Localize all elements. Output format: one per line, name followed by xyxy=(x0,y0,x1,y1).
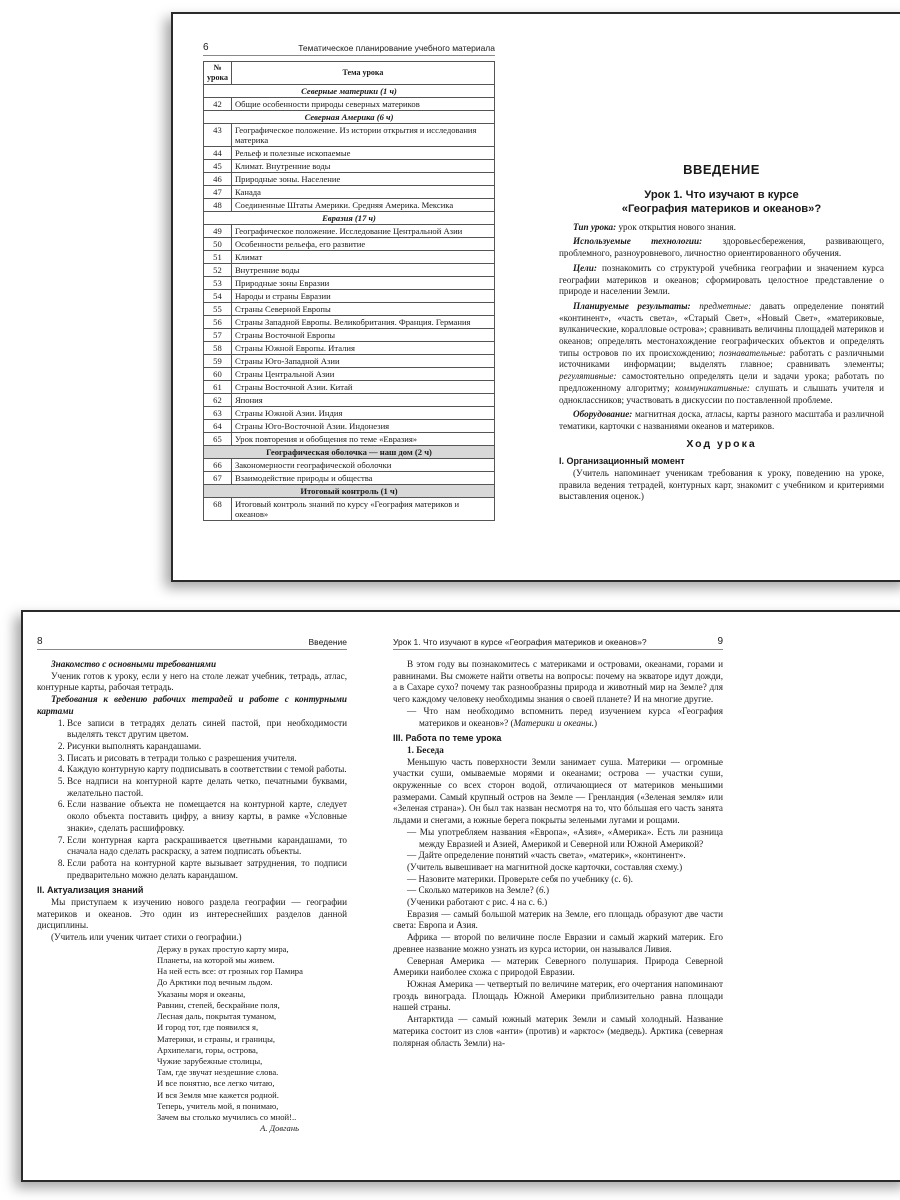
lesson-number: 57 xyxy=(204,329,232,342)
requirement-item: 7. Если контурная карта раскрашивается цветными карандашами, то сначала надо сделать раскраску, а затем подписать объекты. xyxy=(67,835,347,858)
lesson-topic: Рельеф и полезные ископаемые xyxy=(231,147,494,160)
poem-line: На ней есть все: от грозных гор Памира xyxy=(157,966,303,977)
lesson-topic: Общие особенности природы северных материков xyxy=(231,98,494,111)
poem-line: Там, где звучат нездешние слова. xyxy=(157,1067,279,1078)
poem-line: Держу в руках простую карту мира, xyxy=(157,943,289,954)
poem-line: Планеты, на которой мы живем. xyxy=(157,955,275,966)
requirement-item: 3. Писать и рисовать в тетради только с разрешения учителя. xyxy=(67,753,347,765)
lesson-title xyxy=(559,188,884,216)
paragraph: Африка — второй по величине после Евразии и самый жаркий материк. Его древнее название можно узнать из курса истории, он назывался Ливия. xyxy=(393,932,723,954)
lesson-number: 50 xyxy=(204,238,232,251)
text: слушать и слышать учителя и одноклассников; участвовать в дискуссии по поставленной проблеме. xyxy=(559,382,885,405)
label: предметные: xyxy=(690,300,752,311)
table-row xyxy=(204,251,495,264)
book-spread-pages-6-7 xyxy=(171,12,900,582)
lesson-number: 63 xyxy=(204,407,232,420)
text: магнитная доска, атласы, карты разного масштаба и различной тематики, карточки с названиями океанов и материков. xyxy=(559,409,884,431)
text: познакомить со структурой учебника географии и значением курса географии материков и океанов; сформировать целостное представление о природе и населении Земли. xyxy=(559,262,884,297)
column-header-topic: Тема урока xyxy=(231,62,494,85)
lesson-plan-table xyxy=(203,61,495,521)
poem-line: И город тот, где появился я, xyxy=(157,1022,259,1033)
text: — Сколько материков на Земле? ( xyxy=(407,885,540,896)
lesson-number: 68 xyxy=(204,498,232,521)
lesson-number: 46 xyxy=(204,173,232,186)
paragraph: Евразия — самый большой материк на Земле, его площадь образуют две части света: Европа и Азия. xyxy=(393,908,723,931)
running-head-page-6 xyxy=(203,42,495,56)
lesson-number: 44 xyxy=(204,147,232,160)
poem-line: До Арктики под вечным льдом. xyxy=(157,977,273,988)
poem-line: И все понятно, все легко читаю, xyxy=(157,1078,275,1089)
lesson-type xyxy=(559,222,884,234)
question xyxy=(393,885,723,897)
lesson-topic: Страны Юго-Западной Азии xyxy=(231,355,494,368)
lesson-topic: Географическое положение. Исследование Центральной Азии xyxy=(231,225,494,238)
table-section-row xyxy=(204,485,495,498)
lesson-topic: Итоговый контроль знаний по курсу «География материков и океанов» xyxy=(231,498,494,521)
poem-line: Указаны моря и океаны, xyxy=(157,988,246,999)
requirement-item: 4. Каждую контурную карту подписывать в соответствии с темой работы. xyxy=(67,764,347,776)
intro-subhead: Знакомство с основными требованиями xyxy=(51,659,217,669)
paragraph: (Учитель вывешивает на магнитной доске карточки, составляя схему.) xyxy=(407,861,683,872)
equipment xyxy=(559,409,884,432)
lesson-topic: Страны Восточной Азии. Китай xyxy=(231,381,494,394)
lesson-number: 60 xyxy=(204,368,232,381)
section-title: Северные материки (1 ч) xyxy=(204,85,495,98)
answer: 6. xyxy=(539,885,546,896)
paragraph: (Ученики работают с рис. 4 на с. 6.) xyxy=(407,897,548,908)
poem-line: Зачем вы столько мучились со мной!.. xyxy=(157,1111,297,1122)
lesson-number: 48 xyxy=(204,199,232,212)
table-row xyxy=(204,277,495,290)
table-row xyxy=(204,459,495,472)
table-row xyxy=(204,124,495,147)
page-7-text xyxy=(559,164,884,503)
lesson-number: 51 xyxy=(204,251,232,264)
table-row xyxy=(204,173,495,186)
lesson-number: 61 xyxy=(204,381,232,394)
answer: Материки и океаны. xyxy=(513,717,594,728)
section-1-title: I. Организационный момент xyxy=(559,456,685,467)
lesson-number: 45 xyxy=(204,160,232,173)
section-title: Итоговый контроль (1 ч) xyxy=(204,485,495,498)
table-row xyxy=(204,290,495,303)
lesson-topic: Внутренние воды xyxy=(231,264,494,277)
text: давать определение понятий «континент», «часть света», «Старый Свет», «Новый Свет», «материковые, вулканические, коралловые острова»; сравнивать величины площадей материков и океанов; определять местонахождение географических объектов и определять типы островов по их происхождению; xyxy=(559,300,884,358)
table-row xyxy=(204,472,495,485)
poem-line: Архипелаги, горы, острова, xyxy=(157,1044,258,1055)
lesson-number: 56 xyxy=(204,316,232,329)
question: — Мы употребляем названия «Европа», «Азия», «Америка». Есть ли разница между Евразией и Азией, Америкой и Северной или Южной Америкой? xyxy=(407,826,723,849)
lesson-topic: Япония xyxy=(231,394,494,407)
table-row xyxy=(204,407,495,420)
paragraph: Северная Америка — материк Северного полушария. Природа Северной Америки наиболее схожа с природой Евразии. xyxy=(393,955,723,978)
requirements-list xyxy=(37,718,347,882)
table-row xyxy=(204,381,495,394)
lesson-number: 59 xyxy=(204,355,232,368)
lesson-course-heading: Ход урока xyxy=(686,437,757,450)
table-section-row xyxy=(204,446,495,459)
table-row xyxy=(204,329,495,342)
label: Цели: xyxy=(573,262,597,273)
lesson-topic: Урок повторения и обобщения по теме «Евразия» xyxy=(231,433,494,446)
lesson-number: 62 xyxy=(204,394,232,407)
poem-line: Чужие зарубежные столицы, xyxy=(157,1055,263,1066)
poem-author: А. Довгань xyxy=(260,1123,299,1134)
table-row xyxy=(204,355,495,368)
text: здоровьесбережения, развивающего, проблемного, разноуровневого, личностно ориентированного обучения. xyxy=(559,236,884,259)
page-9-text xyxy=(393,659,723,1049)
poem-line: И вся Земля мне кажется родной. xyxy=(157,1089,279,1100)
paragraph: Южная Америка — четвертый по величине материк, его очертания напоминают гроздь винограда. Площадь Южной Америки приблизительно равна площади нашей страны. xyxy=(393,978,723,1013)
page-number: 9 xyxy=(717,636,723,647)
lesson-number: 52 xyxy=(204,264,232,277)
table-row xyxy=(204,225,495,238)
section-2-text: Мы приступаем к изучению нового раздела географии — географии материков и океанов. Это один из интереснейших разделов данной дисциплины. xyxy=(37,897,347,931)
table-row xyxy=(204,264,495,277)
section-3-title: III. Работа по теме урока xyxy=(393,733,502,744)
lesson-topic: Страны Южной Европы. Италия xyxy=(231,342,494,355)
lesson-title-line-2: «География материков и океанов»? xyxy=(621,202,822,215)
lesson-number: 67 xyxy=(204,472,232,485)
page-number: 8 xyxy=(37,636,43,647)
text: работать с различными источниками информации; выделять главное; сравнивать элементы; xyxy=(559,347,885,370)
paragraph: Антарктида — самый южный материк Земли и самый холодный. Название материка состоит из слов «анти» (против) и «арктос» (медведь). Арктика (северная полярная область Земли) на- xyxy=(393,1014,723,1048)
label: регулятивные: xyxy=(559,371,617,382)
planned-results xyxy=(559,301,884,406)
lesson-goals xyxy=(559,263,884,298)
lesson-technologies xyxy=(559,236,884,259)
section-title: Северная Америка (6 ч) xyxy=(204,111,495,124)
question xyxy=(393,706,723,729)
lesson-topic: Страны Центральной Азии xyxy=(231,368,494,381)
book-spread-pages-8-9 xyxy=(21,610,900,1182)
poem xyxy=(157,944,347,1123)
poem-line: Лесная даль, покрытая туманом, xyxy=(157,1011,277,1022)
lesson-number: 54 xyxy=(204,290,232,303)
poem-line: Равнин, степей, бескрайние поля, xyxy=(157,999,280,1010)
label: Планируемые результаты: xyxy=(573,300,691,311)
page-number: 6 xyxy=(203,42,209,53)
requirement-item: 5. Все надписи на контурной карте делать четко, печатными буквами, желательно пастой. xyxy=(67,776,347,799)
lesson-topic: Климат. Внутренние воды xyxy=(231,160,494,173)
requirement-item: 6. Если название объекта не помещается на контурной карте, следует около объекта поставить цифру, а внизу карты, в рамке «Условные знаки», сделать расшифровку. xyxy=(67,799,347,834)
page-8-text xyxy=(37,659,347,1135)
running-head-page-8 xyxy=(37,636,347,650)
table-row xyxy=(204,394,495,407)
lesson-topic: Взаимодействие природы и общества xyxy=(231,472,494,485)
table-section-row xyxy=(204,212,495,225)
table-row xyxy=(204,160,495,173)
question: — Назовите материки. Проверьте себя по учебнику (с. 6). xyxy=(407,873,633,884)
running-head-page-9 xyxy=(393,636,723,650)
lesson-topic: Народы и страны Евразии xyxy=(231,290,494,303)
requirements-subhead: Требования к ведению рабочих тетрадей и работе с контурными картами xyxy=(37,694,347,716)
label: коммуникативные: xyxy=(669,382,750,393)
lesson-number: 55 xyxy=(204,303,232,316)
lesson-number: 53 xyxy=(204,277,232,290)
lesson-number: 43 xyxy=(204,124,232,147)
running-head-title: Введение xyxy=(308,637,347,647)
paragraph: Меньшую часть поверхности Земли занимает суша. Материки — огромные участки суши, омываемые морями и океанами; острова — участки суши, окруженные со всех сторон водой, отличающиеся от материков меньшими размерами. Самый крупный остров на Земле — Гренландия («Зеленая земля» или «Зеленая страна»). Он был так назван несмотря на то, что бóльшая его часть занята льдами и снегами, а южные берега покрыты зелеными лугами и рощами. xyxy=(393,756,723,826)
table-row xyxy=(204,303,495,316)
label: Оборудование: xyxy=(573,409,633,420)
label: Используемые технологии: xyxy=(573,236,703,247)
label: познавательные: xyxy=(715,347,786,358)
table-row xyxy=(204,498,495,521)
lesson-number: 49 xyxy=(204,225,232,238)
chapter-heading: ВВЕДЕНИЕ xyxy=(683,162,760,177)
question: — Дайте определение понятий «часть света», «материк», «континент». xyxy=(407,850,686,861)
lesson-topic: Страны Юго-Восточной Азии. Индонезия xyxy=(231,420,494,433)
paragraph: В этом году вы познакомитесь с материками и островами, океанами, горами и равнинами. Вы сможете найти ответы на вопросы: почему на экваторе идут дожди, а в Сахаре сухо? почему так разнообразны природа и животный мир на Земле? для чего каждому человеку необходимы знания о своей планете? И на многие другие. xyxy=(393,659,723,705)
table-header-row xyxy=(204,62,495,85)
lesson-topic: Страны Южной Азии. Индия xyxy=(231,407,494,420)
running-head-title: Урок 1. Что изучают в курсе «География материков и океанов»? xyxy=(393,637,647,647)
poem-line: Теперь, учитель мой, я понимаю, xyxy=(157,1100,279,1111)
lesson-number: 64 xyxy=(204,420,232,433)
lesson-topic: Страны Северной Европы xyxy=(231,303,494,316)
table-section-row xyxy=(204,85,495,98)
section-2-title: II. Актуализация знаний xyxy=(37,885,144,896)
lesson-number: 65 xyxy=(204,433,232,446)
table-row xyxy=(204,199,495,212)
lesson-topic: Канада xyxy=(231,186,494,199)
lesson-number: 47 xyxy=(204,186,232,199)
label: Тип урока: xyxy=(573,221,617,232)
running-head-title: Тематическое планирование учебного материала xyxy=(298,43,495,53)
section-title: Евразия (17 ч) xyxy=(204,212,495,225)
table-row xyxy=(204,316,495,329)
lesson-topic: Страны Восточной Европы xyxy=(231,329,494,342)
table-row xyxy=(204,342,495,355)
lesson-topic: Природные зоны Евразии xyxy=(231,277,494,290)
lesson-topic: Соединенные Штаты Америки. Средняя Америка. Мексика xyxy=(231,199,494,212)
table-row xyxy=(204,186,495,199)
text: ) xyxy=(545,885,549,896)
table-row xyxy=(204,420,495,433)
lesson-topic: Климат xyxy=(231,251,494,264)
lesson-topic: Природные зоны. Население xyxy=(231,173,494,186)
lesson-number: 58 xyxy=(204,342,232,355)
lesson-number: 42 xyxy=(204,98,232,111)
poem-intro: (Учитель или ученик читает стихи о географии.) xyxy=(51,932,242,943)
text: — Что нам необходимо вспомнить перед изучением курса «География материков и океанов»? ( xyxy=(407,705,723,728)
table-row xyxy=(204,147,495,160)
table-row xyxy=(204,238,495,251)
table-row xyxy=(204,98,495,111)
lesson-number: 66 xyxy=(204,459,232,472)
section-title: Географическая оболочка — наш дом (2 ч) xyxy=(204,446,495,459)
table-section-row xyxy=(204,111,495,124)
text: ) xyxy=(594,717,598,728)
lesson-topic: Страны Западной Европы. Великобритания. Франция. Германия xyxy=(231,316,494,329)
lesson-topic: Особенности рельефа, его развитие xyxy=(231,238,494,251)
lesson-topic: Географическое положение. Из истории открытия и исследования материка xyxy=(231,124,494,147)
intro-text: Ученик готов к уроку, если у него на столе лежат учебник, тетрадь, атлас, контурные карты, рабочая тетрадь. xyxy=(37,670,347,693)
requirement-item: 8. Если работа на контурной карте вызывает затруднения, то подписи предварительно можно делать карандашом. xyxy=(67,858,347,881)
section-1-text: (Учитель напоминает ученикам требования к уроку, поведению на уроке, правила ведения тетрадей, контурных карт, знакомит с учебником и критериями выставления оценок.) xyxy=(559,468,884,502)
lesson-title-line-1: Урок 1. Что изучают в курсе xyxy=(644,188,799,201)
poem-line: Материки, и страны, и границы, xyxy=(157,1033,276,1044)
column-header-number: № урока xyxy=(204,62,232,85)
text: самостоятельно определять цели и задачи урока; работать по предложенному алгоритму; xyxy=(559,371,884,393)
table-row xyxy=(204,433,495,446)
table-row xyxy=(204,368,495,381)
requirement-item: 1. Все записи в тетрадях делать синей пастой, при необходимости выделять текст другим цветом. xyxy=(67,718,347,741)
requirement-item: 2. Рисунки выполнять карандашами. xyxy=(67,741,347,753)
subsection-title: 1. Беседа xyxy=(407,744,444,755)
lesson-topic: Закономерности географической оболочки xyxy=(231,459,494,472)
text: урок открытия нового знания. xyxy=(616,221,736,232)
